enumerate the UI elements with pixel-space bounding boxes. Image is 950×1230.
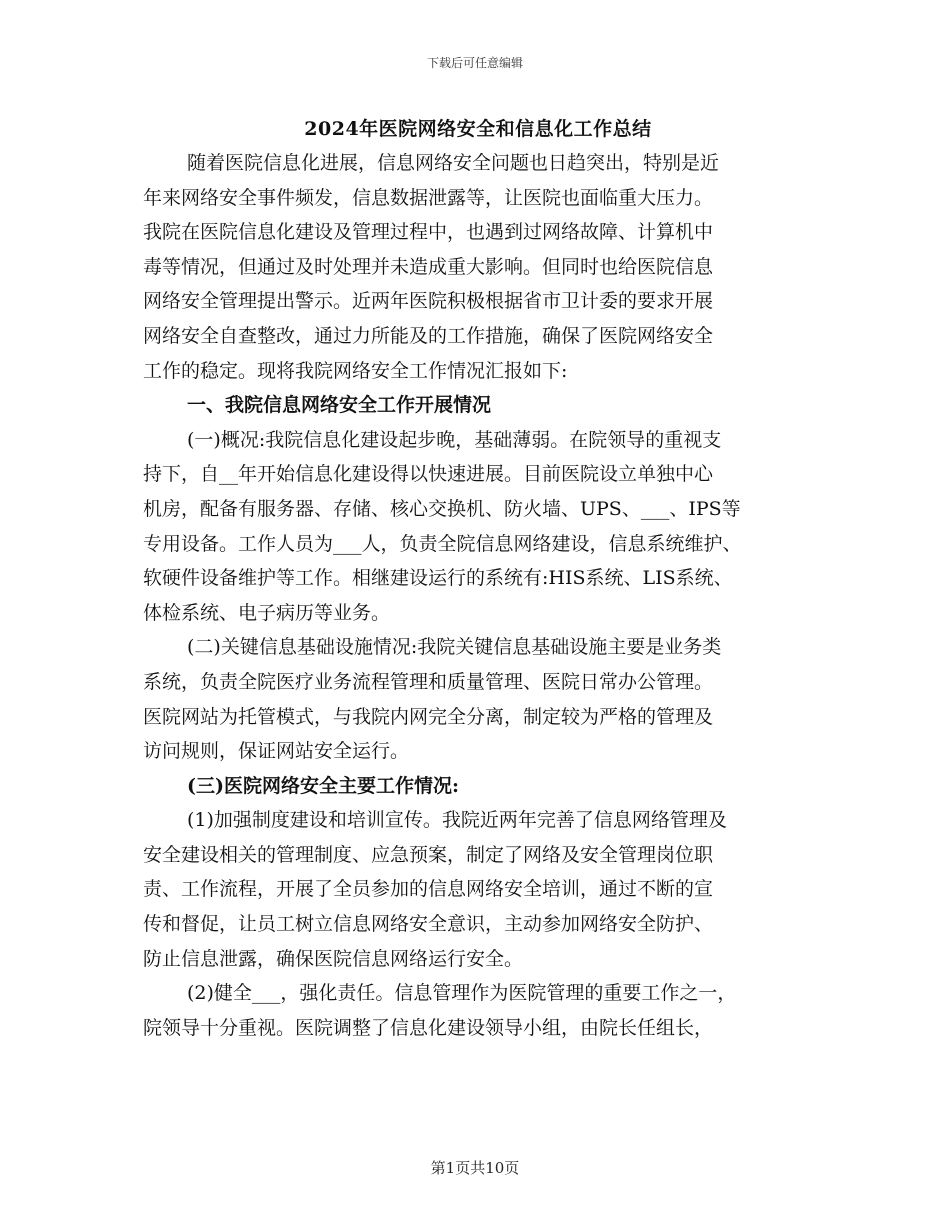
paragraph-line: 院领导十分重视。医院调整了信息化建设领导小组，由院长任组长，: [143, 1016, 714, 1039]
paragraph-line: 机房，配备有服务器、存储、核心交换机、防火墙、UPS、___、IPS等: [143, 497, 741, 520]
page-number: 第1页共10页: [430, 1159, 520, 1177]
paragraph-line: 专用设备。工作人员为___人，负责全院信息网络建设，信息系统维护、: [143, 532, 742, 555]
paragraph-line: 网络安全自查整改，通过力所能及的工作措施，确保了医院网络安全: [143, 324, 714, 347]
paragraph-line: 体检系统、电子病历等业务。: [143, 601, 391, 624]
paragraph-line: 我院在医院信息化建设及管理过程中，也遇到过网络故障、计算机中: [143, 221, 714, 244]
paragraph-line: 网络安全管理提出警示。近两年医院积极根据省市卫计委的要求开展: [143, 290, 714, 313]
paragraph-line: 毒等情况，但通过及时处理并未造成重大影响。但同时也给医院信息: [143, 255, 714, 278]
paragraph-line: 工作的稳定。现将我院网络安全工作情况汇报如下:: [143, 359, 568, 382]
paragraph-line: 访问规则，保证网站安全运行。: [143, 740, 410, 763]
paragraph-line: 安全建设相关的管理制度、应急预案，制定了网络及安全管理岗位职: [143, 843, 714, 866]
paragraph-line: 医院网站为托管模式，与我院内网完全分离，制定较为严格的管理及: [143, 705, 714, 728]
paragraph-line: 随着医院信息化进展，信息网络安全问题也日趋突出，特别是近: [187, 152, 720, 174]
document-lines: [143, 146, 813, 1045]
paragraph-line: (2)健全___，强化责任。信息管理作为医院管理的重要工作之一，: [187, 982, 737, 1005]
paragraph-line: (1)加强制度建设和培训宣传。我院近两年完善了信息网络管理及: [187, 809, 727, 832]
paragraph-line: (一)概况:我院信息化建设起步晚，基础薄弱。在院领导的重视支: [187, 428, 722, 451]
section-heading-line: (三)医院网络安全主要工作情况:: [187, 774, 459, 797]
document-body: [143, 112, 813, 1045]
page-header-note: 下载后可任意编辑: [426, 56, 523, 70]
paragraph-line: 持下，自__年开始信息化建设得以快速进展。目前医院设立单独中心: [143, 463, 714, 486]
paragraph-line: 系统，负责全院医疗业务流程管理和质量管理、医院日常办公管理。: [143, 670, 714, 693]
paragraph-line: 责、工作流程，开展了全员参加的信息网络安全培训，通过不断的宣: [143, 878, 714, 901]
section-heading-line: 一、我院信息网络安全工作开展情况: [187, 394, 492, 417]
paragraph-line: 传和督促，让员工树立信息网络安全意识，主动参加网络安全防护、: [143, 913, 714, 936]
paragraph-line: 软硬件设备维护等工作。相继建设运行的系统有:HIS系统、LIS系统、: [143, 567, 733, 590]
paragraph-line: (二)关键信息基础设施情况:我院关键信息基础设施主要是业务类: [187, 636, 722, 659]
paragraph-line: 年来网络安全事件频发，信息数据泄露等，让医院也面临重大压力。: [143, 186, 714, 209]
document-title: 2024年医院网络安全和信息化工作总结: [304, 118, 652, 140]
paragraph-line: 防止信息泄露，确保医院信息网络运行安全。: [143, 947, 524, 970]
